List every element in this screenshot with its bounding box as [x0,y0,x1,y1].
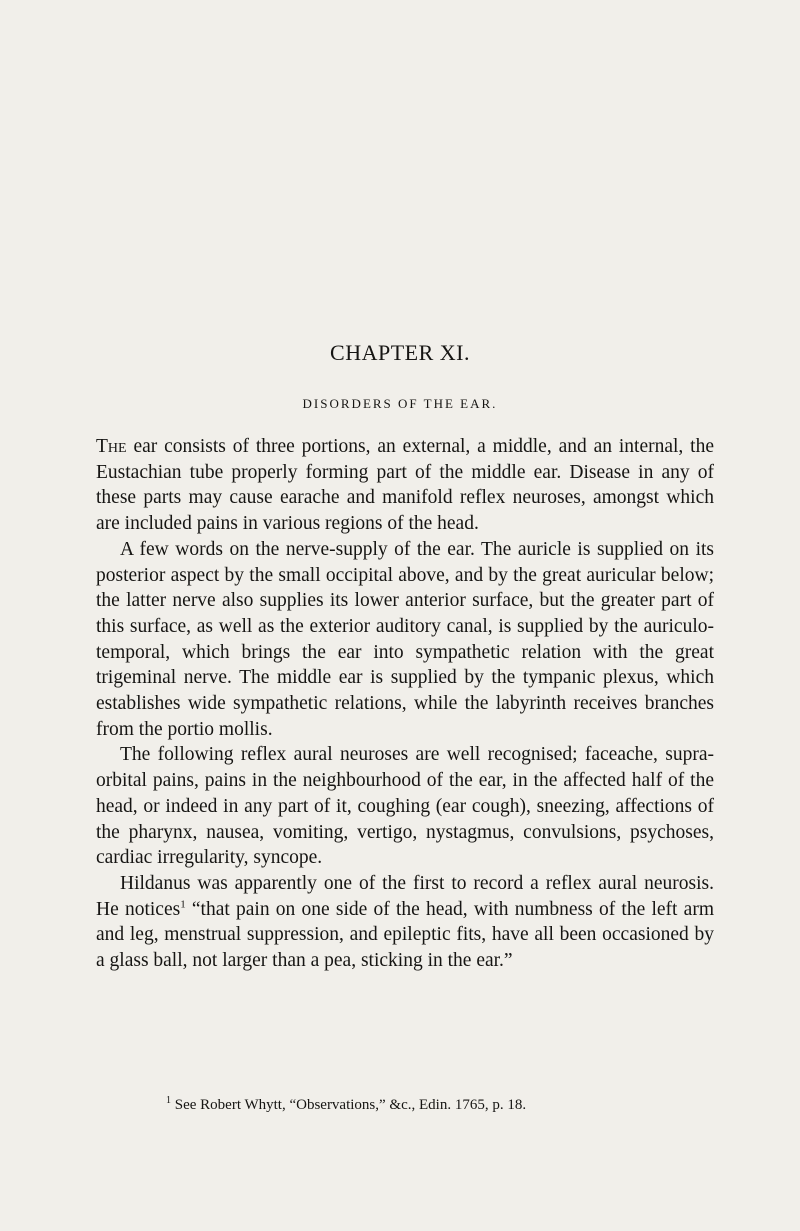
paragraph-4-quote: “that pain on one side of the head, with numbness of the left arm and leg, menstrual suppression, and epileptic fits, have all been occasioned by a glass ball, not larger than a pea, sticking in the ear.” [96,898,714,972]
footnote [166,1095,726,1114]
paragraph-1-text: ear consists of three portions, an external, a middle, and an internal, the Eustachian tube properly forming part of the middle ear. Disease in any of these parts may cause earache and manifold reflex neuroses, amongst which are included pains in various regions of the head. [96,436,714,535]
chapter-title: CHAPTER XI. [330,340,470,365]
paragraph-4-text: Hildanus was apparently one of the first to record a reflex aural neurosis. He notices [96,872,714,920]
paragraph-3: The following reflex aural neuroses are well recognised; faceache, supra-orbital pains, pains in the neighbourhood of the ear, in the affected half of the head, or indeed in any part of it, coughing (ear cough), sneezing, affections of the pharynx, nausea, vomiting, vertigo, nystagmus, convulsions, psychoses, cardiac irregularity, syncope. [96,744,714,869]
footnote-text: See Robert Whytt, “Observations,” &c., Edin. 1765, p. 18. [171,1097,527,1113]
chapter-subtitle: DISORDERS OF THE EAR. [302,396,498,411]
paragraph-2: A few words on the nerve-supply of the ear. The auricle is supplied on its posterior aspect by the small occipital above, and by the great auricular below; the latter nerve also supplies its lower anterior surface, but the greater part of this surface, as well as the exterior auditory canal, is supplied by the auriculo-temporal, which brings the ear into sympathetic relation with the great trigeminal nerve. The middle ear is supplied by the tympanic plexus, which establishes wide sympathetic relations, while the labyrinth receives branches from the portio mollis. [96,538,714,740]
body-text [96,434,714,974]
footnote-marker: 1 [166,1095,171,1106]
paragraph-4 [96,871,714,974]
footnote-reference: 1 [180,898,186,911]
paragraph-1 [96,434,714,537]
paragraph-1-first-word: The [96,436,127,457]
